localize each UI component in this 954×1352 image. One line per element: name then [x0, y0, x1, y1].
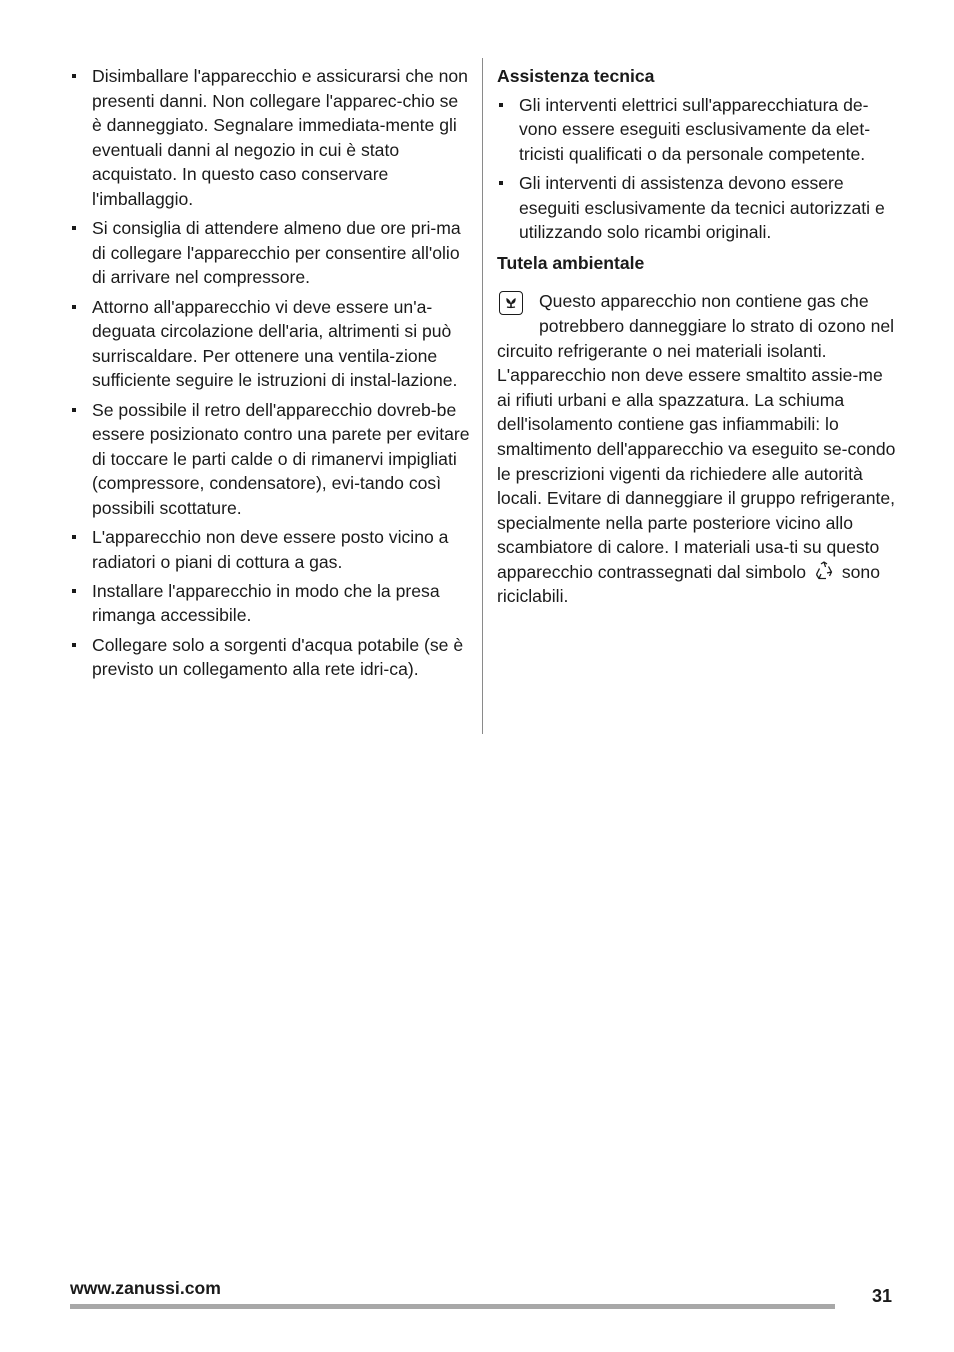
environment-text-end: sono riciclabili.	[497, 561, 880, 607]
left-column	[70, 64, 470, 686]
assistance-list	[497, 93, 897, 245]
list-item: Attorno all'apparecchio vi deve essere un'a-deguata circolazione dell'aria, altrimenti si può surriscaldare. Per ottenere una ventila-zione sufficiente seguire le istruzioni di instal-lazione.	[70, 295, 470, 393]
list-item: L'apparecchio non deve essere posto vicino a radiatori o piani di cottura a gas.	[70, 525, 470, 574]
footer-rule	[70, 1304, 835, 1309]
installation-list	[70, 64, 470, 682]
page-number: 31	[872, 1286, 893, 1306]
environment-flower-icon	[499, 291, 523, 315]
list-item: Gli interventi di assistenza devono essere eseguiti esclusivamente da tecnici autorizzati e utilizzando solo ricambi originali.	[497, 171, 897, 245]
environment-paragraph	[497, 289, 897, 609]
environment-text: Questo apparecchio non contiene gas che potrebbero danneggiare lo strato di ozono nel circuito refrigerante o nei materiali isolanti. L'apparecchio non deve essere smaltito assie-me ai rifiuti urbani e alla spazzatura. La schiuma dell'isolamento contiene gas infiammabili: lo smaltimento dell'apparecchio va eseguito se-condo le prescrizioni vigenti da richiedere alle autorità locali. Evitare di danneggiare il gruppo refrigerante, specialmente nella parte posteriore vicino allo scambiatore di calore. I materiali usa-ti su questo apparecchio contrassegnati dal simbolo	[497, 291, 896, 582]
environment-heading: Tutela ambientale	[497, 252, 645, 273]
list-item: Se possibile il retro dell'apparecchio dovreb-be essere posizionato contro una parete per evitare di toccare le parti calde o di rimanervi impigliati (compressore, condensatore), evi-tando così possibili scottature.	[70, 398, 470, 521]
list-item: Si consiglia di attendere almeno due ore pri-ma di collegare l'apparecchio per consentire all'olio di arrivare nel compressore.	[70, 216, 470, 290]
list-item: Collegare solo a sorgenti d'acqua potabile (se è previsto un collegamento alla rete idri-ca).	[70, 633, 470, 682]
column-divider	[482, 58, 483, 734]
assistance-heading: Assistenza tecnica	[497, 66, 655, 86]
recycle-icon	[813, 560, 835, 582]
list-item: Gli interventi elettrici sull'apparecchiatura de-vono essere eseguiti esclusivamente da elet-tricisti qualificati o da personale competente.	[497, 93, 897, 167]
right-column	[497, 64, 897, 609]
footer-website: www.zanussi.com	[70, 1278, 221, 1298]
list-item: Installare l'apparecchio in modo che la presa rimanga accessibile.	[70, 579, 470, 628]
list-item: Disimballare l'apparecchio e assicurarsi che non presenti danni. Non collegare l'apparec-chio se è danneggiato. Segnalare immediata-mente gli eventuali danni al negozio in cui è stato acquistato. In questo caso conservare l'imballaggio.	[70, 64, 470, 212]
